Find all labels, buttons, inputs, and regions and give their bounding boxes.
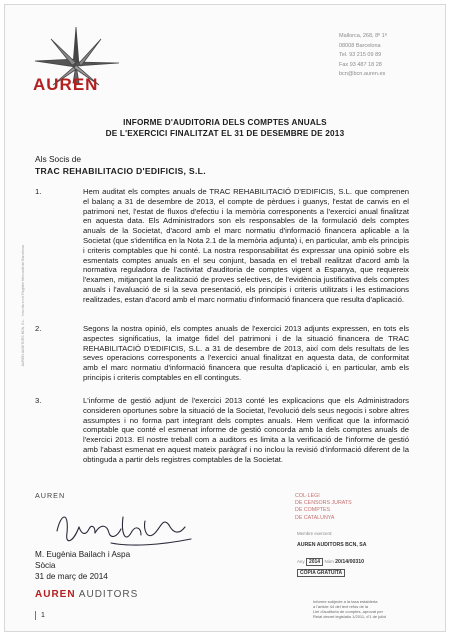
- college-stamp: [295, 493, 352, 522]
- paragraph-text: Hem auditat els comptes anuals de TRAC REHABILITACIÓ D'EDIFICIS, S.L. que comprenen el balanç a 31 de desembre de 2013, el compte de pèrdues i guanys, l'estat de canvis en el patrimoni net, l'estat de fluxos d'efectiu i la memòria corresponents a l'exercici anual finalitzat en aquesta data. Els Administradors son els responsables de la formulació dels comptes anuals de la Societat, d'acord amb el marc normatiu d'informació financera aplicable a la Societat (que s'identifica en la Nota 2.1 de la memòria adjunta) i, en particular, amb els principis i criteris comptables que hi conté. La nostra responsabilitat és expressar una opinió sobre els esmentats comptes anuals en el seu conjunt, basada en el treball realitzat d'acord amb la normativa reguladora de l'activitat d'auditoria de comptes vigent a Espanya, que requereix l'examen, mitjançant la realització de proves selectives, de l'evidència justificativa dels comptes anuals i l'avaluació de si la seva presentació, els principis i criteris utilitzats i les estimacions realitzades, estan d'acord amb el marc normatiu d'informació financera que resulta d'aplicació.: [83, 187, 409, 304]
- seal-number-label: Núm: [324, 559, 334, 564]
- signer-name: M. Eugènia Bailach i Aspa: [35, 550, 131, 559]
- paragraph-number: 2.: [35, 324, 42, 333]
- seal-copy-label: CÒPIA GRATUÏTA: [297, 569, 345, 577]
- paragraph-3: [35, 396, 409, 465]
- page-number: 1: [35, 611, 45, 620]
- seal-year: 2014: [306, 558, 323, 566]
- college-stamp-line: DE CENSORS JURATS: [295, 500, 352, 507]
- footer-brand-gray: AUDITORS: [78, 589, 139, 600]
- seal-note-line: a l'article 44 del text refós de la: [313, 604, 369, 609]
- paragraph-text: Segons la nostra opinió, els comptes anuals de l'exercici 2013 adjunts expressen, en tots els aspectes significatius, la imatge fidel del patrimoni i de la situació financera de TRAC REHABILITACIÓ D'EDIFICIS, S.L. a 31 de desembre de 2013, així com dels resultats de les seves operacions corresponents a l'exercici anual finalitzat en aquesta data, de conformitat amb el marc normatiu d'informació financera que resulta d'aplicació i, en particular, amb els principis i criteris comptables en ell continguts.: [83, 324, 409, 382]
- auren-logo-text: AUREN: [33, 75, 99, 94]
- handwritten-signature: [51, 503, 201, 551]
- paragraph-number: 3.: [35, 396, 42, 405]
- seal-note-line: Informe subjecte a la taxa establerta: [313, 599, 378, 604]
- audit-seal: [297, 531, 397, 625]
- signature-date: 31 de març de 2014: [35, 572, 108, 581]
- seal-year-row: [297, 558, 397, 566]
- report-title-line: INFORME D'AUDITORIA DELS COMPTES ANUALS: [123, 118, 327, 127]
- footer-brand-red: AUREN: [35, 589, 76, 600]
- report-title-line: DE L'EXERCICI FINALITZAT EL 31 DE DESEMBRE DE 2013: [105, 129, 345, 138]
- seal-note-line: Reial decret legislatiu 1/2011, d'1 de juliol: [313, 614, 387, 619]
- seal-note: [313, 599, 386, 619]
- seal-member-label: Membre exercent:: [297, 531, 333, 536]
- registry-side-text: AUREN AUDITORS BCN, S.L. · Inscrita en el Registre Mercantil de Barcelona: [21, 245, 25, 367]
- address-line: Tel. 93 215 09 89: [339, 52, 382, 59]
- report-title: [57, 117, 393, 139]
- addressee: Als Socis de: [35, 154, 82, 164]
- college-stamp-line: DE CATALUNYA: [295, 514, 335, 521]
- document-page: [4, 4, 446, 632]
- footer-brand: [35, 589, 138, 600]
- paragraph-text: L'informe de gestió adjunt de l'exercici 2013 conté les explicacions que els Administradors consideren oportunes sobre la situació de la Societat, l'evolució dels seus negocis i sobre altres assumptes i no forma part integrant dels comptes anuals. Hem verificat que la informació comptable que conté el esmenat informe de gestió concorda amb la dels comptes anuals de l'exercici 2013. El nostre treball com a auditors es limita a la verificació de l'informe de gestió amb l'abast esmenat en aquest mateix paràgraf i no inclou la revisió d'informació diferent de la obtinguda a partir dels registres comptables de la Societat.: [83, 396, 409, 464]
- seal-note-line: Llei d'auditoria de comptes, aprovat per: [313, 609, 383, 614]
- seal-firm: AUREN AUDITORS BCN, SA: [297, 542, 367, 548]
- address-line: Fax 93 487 18 28: [339, 61, 382, 68]
- signature-firm-label: AUREN: [35, 491, 66, 500]
- paragraph-number: 1.: [35, 187, 42, 196]
- address-line: bcn@bcn.auren.es: [339, 71, 386, 78]
- college-stamp-line: COL·LEGI: [295, 493, 320, 499]
- seal-number: 20/14/00310: [335, 559, 365, 565]
- college-stamp-line: DE COMPTES: [295, 507, 331, 514]
- paragraph-1: [35, 187, 409, 305]
- address-line: 08008 Barcelona: [339, 42, 381, 49]
- paragraph-2: [35, 324, 409, 383]
- signer-block: [35, 549, 130, 582]
- company-name: TRAC REHABILITACIO D'EDIFICIS, S.L.: [35, 166, 206, 176]
- office-address: [339, 32, 387, 80]
- address-line: Mallorca, 268, 8º 1ª: [339, 33, 387, 39]
- signer-role: Sòcia: [35, 561, 56, 570]
- seal-year-label: Any: [297, 559, 305, 564]
